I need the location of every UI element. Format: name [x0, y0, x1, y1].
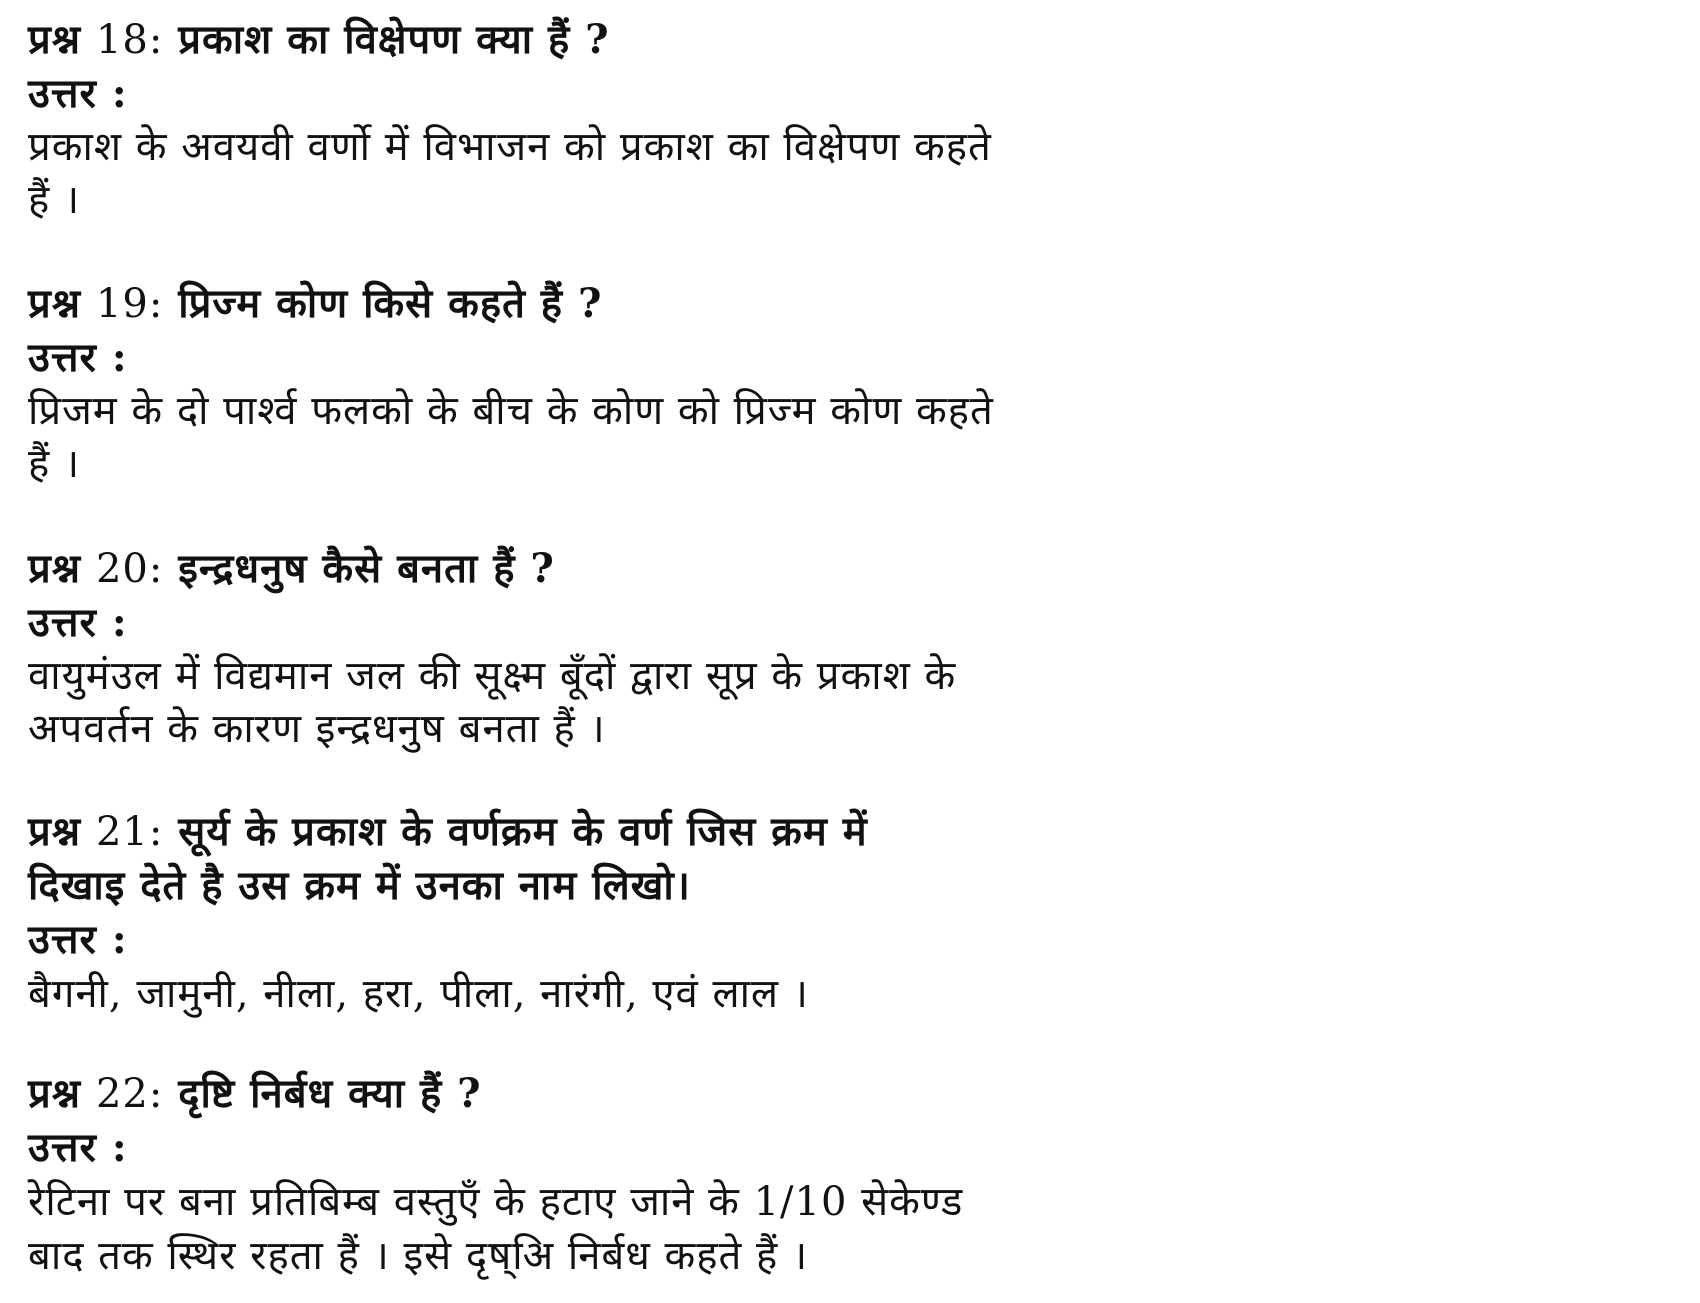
question-prefix: प्रश्न [28, 16, 82, 63]
question-number: 18: [95, 17, 164, 63]
question-prefix: प्रश्न [28, 1070, 82, 1117]
answer-label: उत्तर : [28, 916, 128, 963]
question-text: प्रकाश का विक्षेपण क्या हैं ? [178, 16, 610, 63]
answer-text-line: हैं । [28, 441, 81, 487]
question-21 [28, 808, 868, 860]
question-number: 20: [95, 546, 164, 592]
answer-label: उत्तर : [28, 70, 128, 117]
question-number: 19: [95, 281, 164, 327]
answer-text-line: प्रकाश के अवयवी वर्णो में विभाजन को प्रकाश का विक्षेपण कहते [28, 124, 992, 170]
question-18 [28, 16, 610, 68]
answer-label: उत्तर : [28, 1124, 128, 1171]
question-text: सूर्य के प्रकाश के वर्णक्रम के वर्ण जिस क्रम में [178, 808, 868, 855]
question-prefix: प्रश्न [28, 808, 82, 855]
answer-text-line: रेटिना पर बना प्रतिबिम्ब वस्तुएँ के हटाए जाने के 1/10 सेकेण्ड [28, 1179, 964, 1225]
answer-text-line: प्रिजम के दो पार्श्व फलको के बीच के कोण को प्रिज्म कोण कहते [28, 388, 994, 434]
answer-label: उत्तर : [28, 334, 128, 381]
question-prefix: प्रश्न [28, 545, 82, 592]
answer-text-line: बाद तक स्थिर रहता हैं । इसे दृष्अि निर्बध कहते हैं । [28, 1233, 809, 1279]
question-text-line: दिखाइ देते है उस क्रम में उनका नाम लिखो। [28, 862, 691, 909]
answer-text-line: बैगनी, जामुनी, नीला, हरा, पीला, नारंगी, एवं लाल । [28, 971, 809, 1017]
question-22 [28, 1070, 482, 1122]
question-number: 22: [95, 1071, 164, 1117]
question-text: दृष्टि निर्बध क्या हैं ? [178, 1070, 482, 1117]
question-number: 21: [95, 809, 164, 855]
question-text: प्रिज्म कोण किसे कहते हैं ? [178, 280, 603, 327]
question-20 [28, 545, 555, 597]
answer-text-line: वायुमंउल में विद्यमान जल की सूक्ष्म बूँदों द्वारा सूप्र के प्रकाश के [28, 653, 957, 699]
question-19 [28, 280, 602, 332]
answer-label: उत्तर : [28, 599, 128, 646]
question-prefix: प्रश्न [28, 280, 82, 327]
answer-text-line: हैं । [28, 177, 81, 223]
answer-text-line: अपवर्तन के कारण इन्द्रधनुष बनता हैं । [28, 706, 606, 752]
question-text: इन्द्रधनुष कैसे बनता हैं ? [178, 545, 555, 592]
